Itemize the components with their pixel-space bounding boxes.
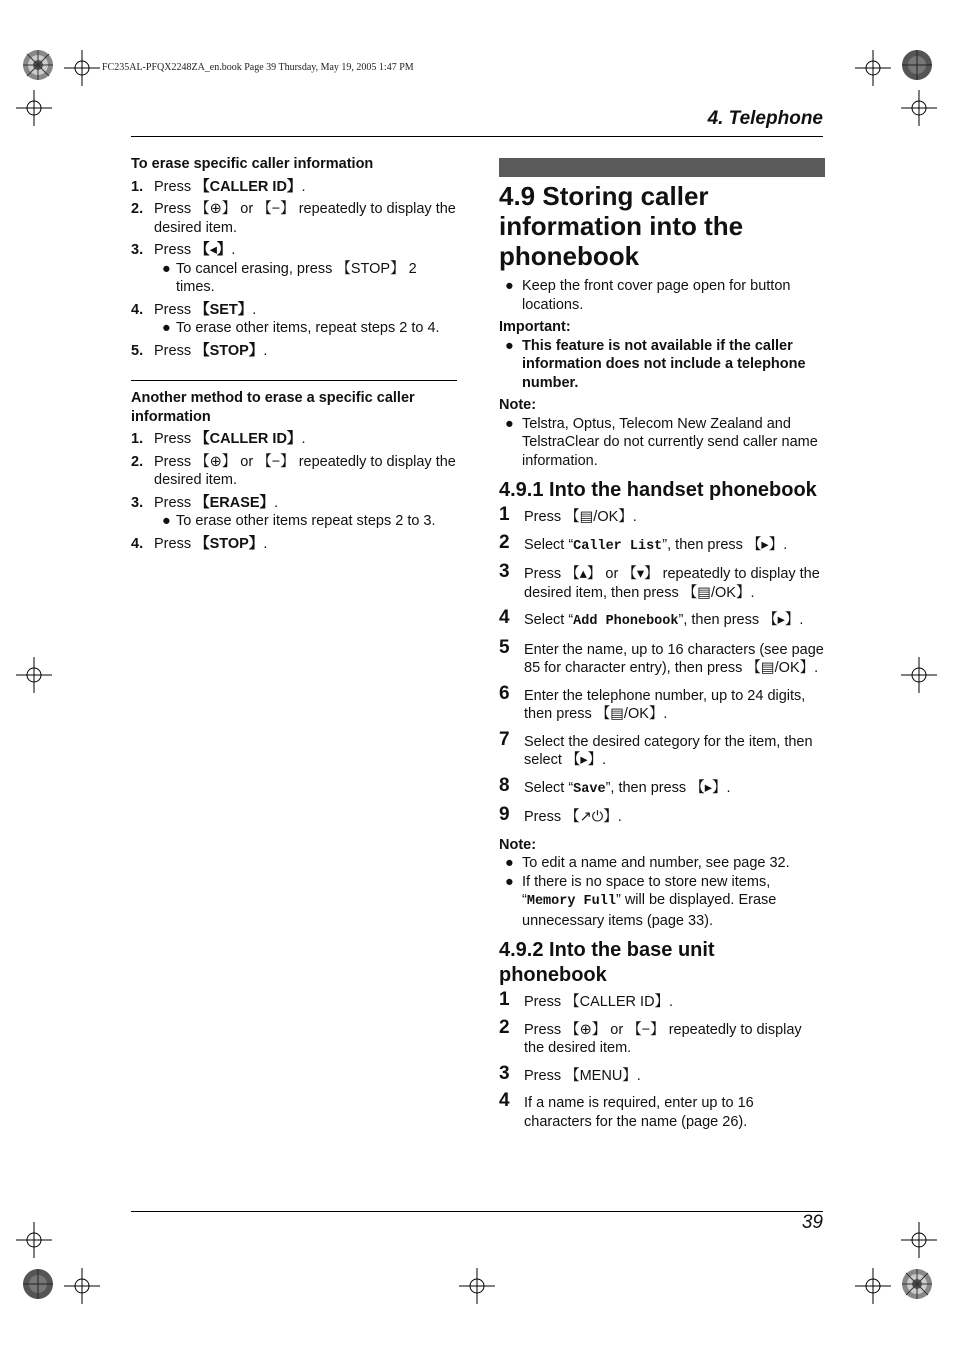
crosshair-mark bbox=[901, 657, 937, 693]
list-item: 4. Press 【SET】. ● To erase other items, repeat steps 2 to 4. bbox=[131, 301, 457, 338]
key-label: 【SET】 bbox=[195, 301, 253, 318]
key-label: 【STOP】 bbox=[195, 342, 264, 359]
page-number: 39 bbox=[801, 1212, 823, 1233]
step-number: 2. bbox=[131, 453, 144, 470]
another-method-steps-list bbox=[131, 430, 457, 553]
erase-steps-list bbox=[131, 178, 457, 361]
step-number: 3. bbox=[131, 494, 144, 511]
bullet-dot: ● bbox=[505, 337, 514, 354]
step-number: 1 bbox=[499, 989, 510, 1010]
footer-rule bbox=[131, 1211, 823, 1212]
section-title-erase-specific: To erase specific caller information bbox=[131, 156, 374, 172]
crop-mark-bottom-right-starburst bbox=[901, 1268, 933, 1300]
section-title-another-method: Another method to erase a specific caller information bbox=[131, 390, 415, 425]
step-number: 2. bbox=[131, 201, 144, 217]
crosshair-mark bbox=[459, 1268, 495, 1304]
display-text: Save bbox=[573, 781, 606, 797]
list-item: 3. Press 【◂】. ● To cancel erasing, press 【STOP】 2 times. bbox=[131, 241, 457, 297]
step-number: 4. bbox=[131, 535, 144, 552]
list-item: 1 Press 【▤/OK】. bbox=[499, 504, 637, 525]
key-label: 【◂】 bbox=[195, 242, 232, 258]
intro-bullet: ● Keep the front cover page open for button locations. bbox=[505, 278, 791, 313]
step-number: 7 bbox=[499, 728, 510, 750]
list-item: 4. Press 【STOP】. bbox=[131, 535, 268, 552]
step-number: 5. bbox=[131, 342, 144, 359]
bullet-dot: ● bbox=[505, 278, 514, 294]
crosshair-mark bbox=[64, 1268, 100, 1304]
step-number: 3. bbox=[131, 242, 144, 258]
sub-bullet: ● To cancel erasing, press 【STOP】 2 times. bbox=[162, 260, 417, 295]
important-bullet: ● This feature is not available if the caller information does not include a telephone number. bbox=[505, 337, 806, 391]
header-rule bbox=[131, 136, 823, 137]
note-label: Note: bbox=[499, 397, 537, 413]
crop-mark-top-left-starburst bbox=[22, 49, 54, 81]
step-number: 2 bbox=[499, 1016, 510, 1038]
important-label: Important: bbox=[499, 319, 571, 335]
step-number: 3 bbox=[499, 561, 510, 582]
list-item: 6 Enter the telephone number, up to 24 digits, then press 【▤/OK】. bbox=[499, 682, 806, 722]
bullet-dot: ● bbox=[162, 260, 171, 277]
list-item: 1 Press 【CALLER ID】. bbox=[499, 989, 674, 1010]
chapter-header: 4. Telephone bbox=[707, 108, 823, 129]
list-item: 1. Press 【CALLER ID】. bbox=[131, 431, 306, 447]
list-item: 3 Press 【MENU】. bbox=[499, 1062, 641, 1084]
list-item: 4 Select “Add Phonebook”, then press 【▸】. bbox=[499, 607, 804, 629]
left-column bbox=[131, 155, 457, 557]
crosshair-mark bbox=[855, 1268, 891, 1304]
list-item: 4 If a name is required, enter up to 16 characters for the name (page 26). bbox=[499, 1090, 754, 1130]
sub-bullet: ● To erase other items, repeat steps 2 to 4. bbox=[162, 320, 440, 336]
key-label: 【CALLER ID】 bbox=[195, 178, 302, 195]
crosshair-mark bbox=[855, 50, 891, 86]
note-label-2: Note: bbox=[499, 836, 537, 853]
step-number: 3 bbox=[499, 1062, 510, 1084]
crosshair-mark bbox=[16, 90, 52, 126]
crop-mark-top-right-starburst bbox=[901, 49, 933, 81]
subsection-title-handset: 4.9.1 Into the handset phonebook bbox=[499, 479, 817, 501]
list-item: 8 Select “Save”, then press 【▸】. bbox=[499, 774, 731, 797]
bullet-dot: ● bbox=[505, 855, 514, 871]
bullet-dot: ● bbox=[505, 873, 514, 890]
step-number: 6 bbox=[499, 682, 510, 704]
section-divider bbox=[131, 380, 457, 381]
page-title: 4.9 Storing caller information into the phonebook bbox=[499, 181, 744, 271]
base-unit-steps-list bbox=[499, 989, 825, 1131]
crosshair-mark bbox=[16, 1222, 52, 1258]
list-item: 2. Press 【⊕】 or 【−】 repeatedly to display the desired item. bbox=[131, 201, 456, 236]
list-item: 2 Press 【⊕】 or 【−】 repeatedly to display the desired item. bbox=[499, 1016, 802, 1056]
bullet-dot: ● bbox=[162, 513, 171, 529]
bullet-dot: ● bbox=[505, 415, 514, 432]
list-item: 2 Select “Caller List”, then press 【▸】. bbox=[499, 531, 788, 554]
step-number: 2 bbox=[499, 531, 510, 553]
display-text: Memory Full bbox=[526, 894, 616, 909]
list-item: 9 Press 【↗⏻】. bbox=[499, 804, 622, 825]
handset-steps-list bbox=[499, 504, 825, 827]
sub-bullet: ● To erase other items repeat steps 2 to 3. bbox=[162, 513, 436, 529]
step-number: 5 bbox=[499, 636, 510, 658]
step-number: 1. bbox=[131, 178, 144, 195]
right-column bbox=[499, 158, 825, 1140]
crosshair-mark bbox=[901, 90, 937, 126]
note-bullet: ● Telstra, Optus, Telecom New Zealand and TelstraClear do not currently send caller name information. bbox=[505, 415, 818, 469]
crosshair-mark bbox=[16, 657, 52, 693]
step-number: 4 bbox=[499, 607, 510, 628]
step-number: 9 bbox=[499, 804, 510, 825]
list-item: 3 Press 【▴】 or 【▾】 repeatedly to display the desired item, then press 【▤/OK】. bbox=[499, 561, 820, 601]
step-number: 4. bbox=[131, 301, 144, 318]
display-text: Add Phonebook bbox=[573, 614, 679, 629]
list-item: 3. Press 【ERASE】. ● To erase other items repeat steps 2 to 3. bbox=[131, 494, 457, 531]
list-item: 2. Press 【⊕】 or 【−】 repeatedly to display the desired item. bbox=[131, 453, 456, 488]
list-item: 1. Press 【CALLER ID】. bbox=[131, 178, 306, 195]
step-number: 1. bbox=[131, 431, 144, 447]
note-bullet: ● If there is no space to store new items, “Memory Full” will be displayed. Erase unnecessary items (page 33). bbox=[505, 873, 777, 929]
key-label: 【ERASE】 bbox=[195, 494, 275, 511]
bullet-dot: ● bbox=[162, 320, 171, 336]
step-number: 1 bbox=[499, 504, 510, 525]
book-file-info: FC235AL-PFQX2248ZA_en.book Page 39 Thursday, May 19, 2005 1:47 PM bbox=[102, 62, 414, 73]
note-bullet: ● To edit a name and number, see page 32. bbox=[505, 855, 790, 871]
crop-mark-bottom-left-starburst bbox=[22, 1268, 54, 1300]
display-text: Caller List bbox=[573, 538, 663, 554]
step-number: 4 bbox=[499, 1090, 510, 1111]
subsection-title-base-unit: 4.9.2 Into the base unit phonebook bbox=[499, 939, 715, 986]
crosshair-mark bbox=[64, 50, 100, 86]
key-label: 【CALLER ID】 bbox=[195, 431, 302, 447]
key-label: 【STOP】 bbox=[195, 535, 264, 552]
step-number: 8 bbox=[499, 774, 510, 796]
list-item: 7 Select the desired category for the item, then select 【▸】. bbox=[499, 728, 813, 768]
crosshair-mark bbox=[901, 1222, 937, 1258]
list-item: 5 Enter the name, up to 16 characters (see page 85 for character entry), then press 【▤/OK】. bbox=[499, 636, 824, 676]
list-item: 5. Press 【STOP】. bbox=[131, 342, 268, 359]
section-title-bar bbox=[499, 158, 825, 177]
